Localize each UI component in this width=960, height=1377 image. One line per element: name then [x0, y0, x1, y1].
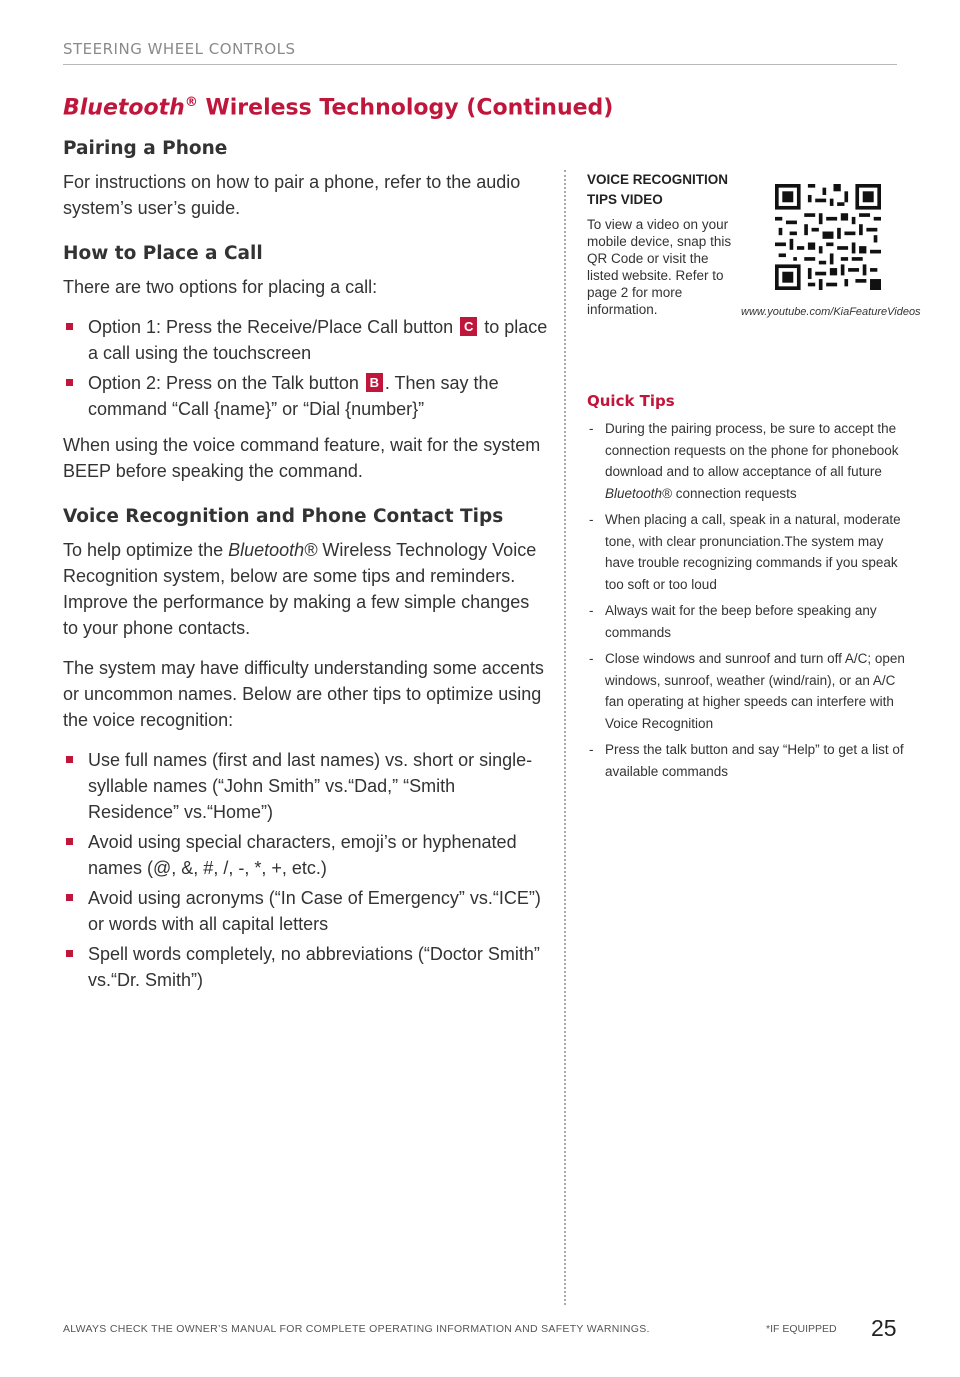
quick-tips-list — [587, 418, 907, 782]
quick-tips — [587, 392, 907, 787]
video-box-text: To view a video on your mobile device, snap this QR Code or visit the listed website. Refer to page 2 for more information. — [587, 217, 732, 317]
voice-command-note: When using the voice command feature, wait for the system BEEP before speaking the command. — [63, 435, 541, 481]
main-column — [63, 138, 548, 1003]
list-item: Avoid using acronyms (“In Case of Emergency” vs.“ICE”) or words with all capital letters — [63, 885, 548, 937]
title-bluetooth: Bluetooth — [63, 95, 185, 121]
section-label: STEERING WHEEL CONTROLS — [63, 40, 296, 58]
call-options-list — [63, 314, 548, 422]
qr-code-icon[interactable] — [775, 184, 881, 290]
list-item: - Always wait for the beep before speaking any commands — [587, 600, 907, 643]
dash-bullet: - — [589, 651, 594, 666]
bullet-square-icon — [66, 950, 73, 957]
list-item: Spell words completely, no abbreviations (“Doctor Smith” vs.“Dr. Smith”) — [63, 941, 548, 993]
bullet-square-icon — [66, 756, 73, 763]
bullet-square-icon — [66, 838, 73, 845]
pairing-text: For instructions on how to pair a phone, refer to the audio system’s user’s guide. — [63, 172, 521, 218]
page-title — [63, 95, 613, 120]
voice-tips-list — [63, 747, 548, 993]
button-c-badge: C — [460, 317, 477, 336]
voice-tips-paragraph: The system may have difficulty understanding some accents or uncommon names. Below are other tips to optimize using the voice recognition: — [63, 658, 544, 730]
list-item: Use full names (first and last names) vs. short or single-syllable names (“John Smith” vs.“Dad,” “Smith Residence” vs.“Home”) — [63, 747, 548, 825]
title-rest: Wireless Technology (Continued) — [197, 95, 614, 121]
quick-tips-heading: Quick Tips — [587, 392, 675, 410]
call-option-1: Option 1: Press the Receive/Place Call button C to place a call using the touchscreen — [63, 314, 548, 366]
bullet-square-icon — [66, 379, 73, 386]
call-option-2: Option 2: Press on the Talk button B . Then say the command “Call {name}” or “Dial {number}” — [63, 370, 548, 422]
list-item: - Close windows and sunroof and turn off A/C; open windows, sunroof, weather (wind/rain), or an A/C fan operating at higher speeds can interfere with Voice Recognition — [587, 648, 907, 734]
list-item: - Press the talk button and say “Help” to get a list of available commands — [587, 739, 907, 782]
voice-tips-heading: Voice Recognition and Phone Contact Tips — [63, 506, 504, 527]
button-b-badge: B — [366, 373, 383, 392]
title-registered-mark: ® — [184, 95, 198, 110]
dash-bullet: - — [589, 512, 594, 527]
dash-bullet: - — [589, 742, 594, 757]
page-number: 25 — [871, 1315, 897, 1341]
dash-bullet: - — [589, 421, 594, 436]
video-box-title: VOICE RECOGNITION TIPS VIDEO — [587, 172, 729, 207]
footer-warning: ALWAYS CHECK THE OWNER’S MANUAL FOR COMPLETE OPERATING INFORMATION AND SAFETY WARNINGS. — [63, 1323, 650, 1335]
video-box — [587, 170, 921, 340]
pairing-heading: Pairing a Phone — [63, 138, 228, 159]
video-url-link[interactable]: www.youtube.com/KiaFeatureVideos — [741, 306, 921, 318]
place-call-intro: There are two options for placing a call: — [63, 277, 378, 297]
place-call-heading: How to Place a Call — [63, 243, 263, 264]
footer-if-equipped: *IF EQUIPPED — [766, 1323, 837, 1335]
bullet-square-icon — [66, 323, 73, 330]
column-divider — [564, 170, 566, 1305]
list-item: - When placing a call, speak in a natural, moderate tone, with clear pronunciation.The system may have trouble recognizing commands if you speak too soft or too loud — [587, 509, 907, 595]
dash-bullet: - — [589, 603, 594, 618]
header-rule — [63, 64, 897, 65]
bullet-square-icon — [66, 894, 73, 901]
list-item: - During the pairing process, be sure to accept the connection requests on the phone for phonebook download and to allow acceptance of all future Bluetooth® connection requests — [587, 418, 907, 504]
voice-tips-intro: To help optimize the Bluetooth® Wireless Technology Voice Recognition system, below are some tips and reminders. Improve the performance by making a few simple changes to your phone contacts. — [63, 540, 537, 638]
list-item: Avoid using special characters, emoji’s or hyphenated names (@, &, #, /, -, *, +, etc.) — [63, 829, 548, 881]
